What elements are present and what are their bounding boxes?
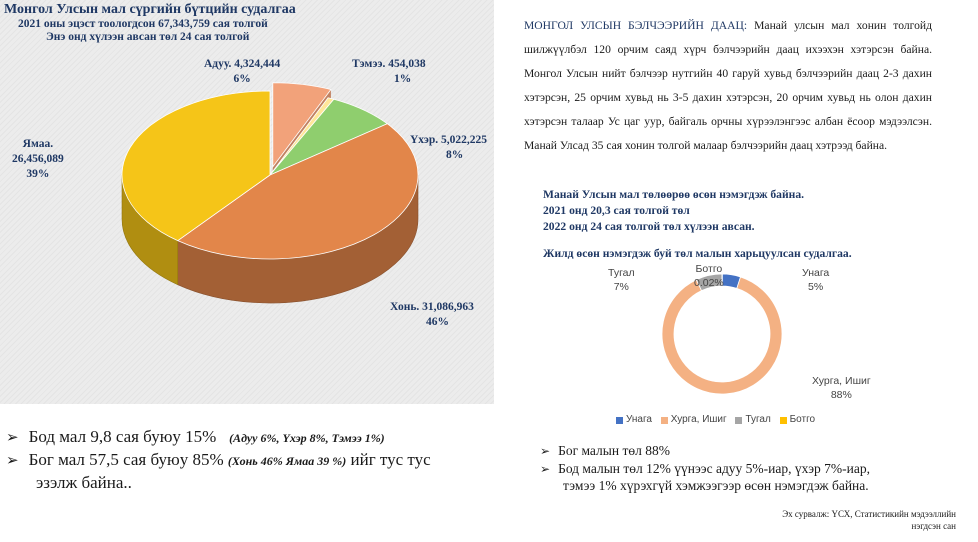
donut-chart-title: Жилд өсөн нэмэгдэж буй төл малын харьцуулсан судалгаа. xyxy=(543,247,852,260)
label-temee: Тэмээ. 454,038 1% xyxy=(352,58,426,85)
label-ukher: Үхэр. 5,022,225 8% xyxy=(410,134,488,161)
pasture-capacity-heading: МОНГОЛ УЛСЫН БЭЛЧЭЭРИЙН ДААЦ: xyxy=(524,19,748,32)
pie-subtitle-1: 2021 оны эцэст тоологдсон 67,343,759 сая толгой xyxy=(18,18,268,30)
growth-note-2: 2021 онд 20,3 сая толгой төл xyxy=(543,204,690,217)
label-khon: Хонь. 31,086,963 46% xyxy=(390,301,474,328)
bullet-small-livestock-cont: эзэлж байна.. xyxy=(36,473,132,492)
legend-item-unaga: Унага xyxy=(616,413,652,427)
donut-label-botgo: Ботго 0.02% xyxy=(694,263,724,289)
donut-chart xyxy=(540,262,940,432)
pasture-capacity-body: Манай улсын мал хонин толгойд шилжүүлбэл 120 орчим саяд хүрч бэлчээрийн даац ихээхэн хэтэрсэн байна. Монгол Улсын нийт бэлчээр нутгийн 40 гаруй хувьд бэлчээрийн даац 2-3 дахин хэтэрсэн, 25 орчим хувьд нь 3-5 дахин хэтэрсэн, 20 орчим хувьд нь олон дахин хэтэрсэн талаар Ус цаг уур, байгаль орчны хүрээлэнгээс албан ёсоор мэдээлсэн. Манай Улсад 35 сая хонин толгой малаар бэлчээрийн даац хэтрээд байна. xyxy=(524,19,932,152)
donut-label-tugal: Тугал 7% xyxy=(608,267,635,293)
legend-item-tugal: Тугал xyxy=(735,413,770,427)
donut-label-unaga: Унага 5% xyxy=(802,267,830,293)
pie-subtitle-2: Энэ онд хүлээн авсан төл 24 сая толгой xyxy=(46,31,250,43)
bullet-large-young: ➢ Бод малын төл 12% үүнээс адуу 5%-иар, үхэр 7%-иар, xyxy=(540,461,870,476)
arrow-bullet-icon: ➢ xyxy=(6,451,19,469)
growth-note-3: 2022 онд 24 сая толгой төл хүлээн авсан. xyxy=(543,220,755,233)
pie-chart-title: Монгол Улсын мал сүргийн бүтцийн судалгаа xyxy=(4,2,296,17)
bullet-small-young: ➢ Бог малын төл 88% xyxy=(540,443,670,458)
pasture-capacity-text xyxy=(524,14,932,158)
donut-segment-Хурга, Ишиг xyxy=(662,277,782,394)
bullet-large-livestock: ➢ Бод мал 9,8 сая буюу 15% (Адуу 6%, Үхэр 8%, Тэмээ 1%) xyxy=(6,427,385,446)
arrow-bullet-icon: ➢ xyxy=(540,444,551,458)
source-note: Эх сурвалж: ҮСХ, Статистикийн мэдээллийн нэгдсэн сан xyxy=(782,509,956,531)
label-aduu: Адуу. 4,324,444 6% xyxy=(204,58,281,85)
arrow-bullet-icon: ➢ xyxy=(540,462,551,476)
donut-label-khurga: Хурга, Ишиг 88% xyxy=(812,375,871,401)
bullet-small-livestock: ➢ Бог мал 57,5 сая буюу 85% (Хонь 46% Ямаа 39 %) ийг тус тус xyxy=(6,450,431,469)
bullet-large-young-cont: тэмээ 1% хүрэхгүй хэмжээгээр өсөн нэмэгдэж байна. xyxy=(563,478,869,493)
label-yamaa: Ямаа. 26,456,089 39% xyxy=(12,138,64,180)
legend-item-botgo: Ботго xyxy=(780,413,815,427)
donut-legend xyxy=(616,413,821,429)
growth-note-1: Манай Улсын мал төлөөрөө өсөн нэмэгдэж байна. xyxy=(543,188,805,201)
arrow-bullet-icon: ➢ xyxy=(6,428,19,446)
legend-item-khurga: Хурга, Ишиг xyxy=(661,413,727,427)
